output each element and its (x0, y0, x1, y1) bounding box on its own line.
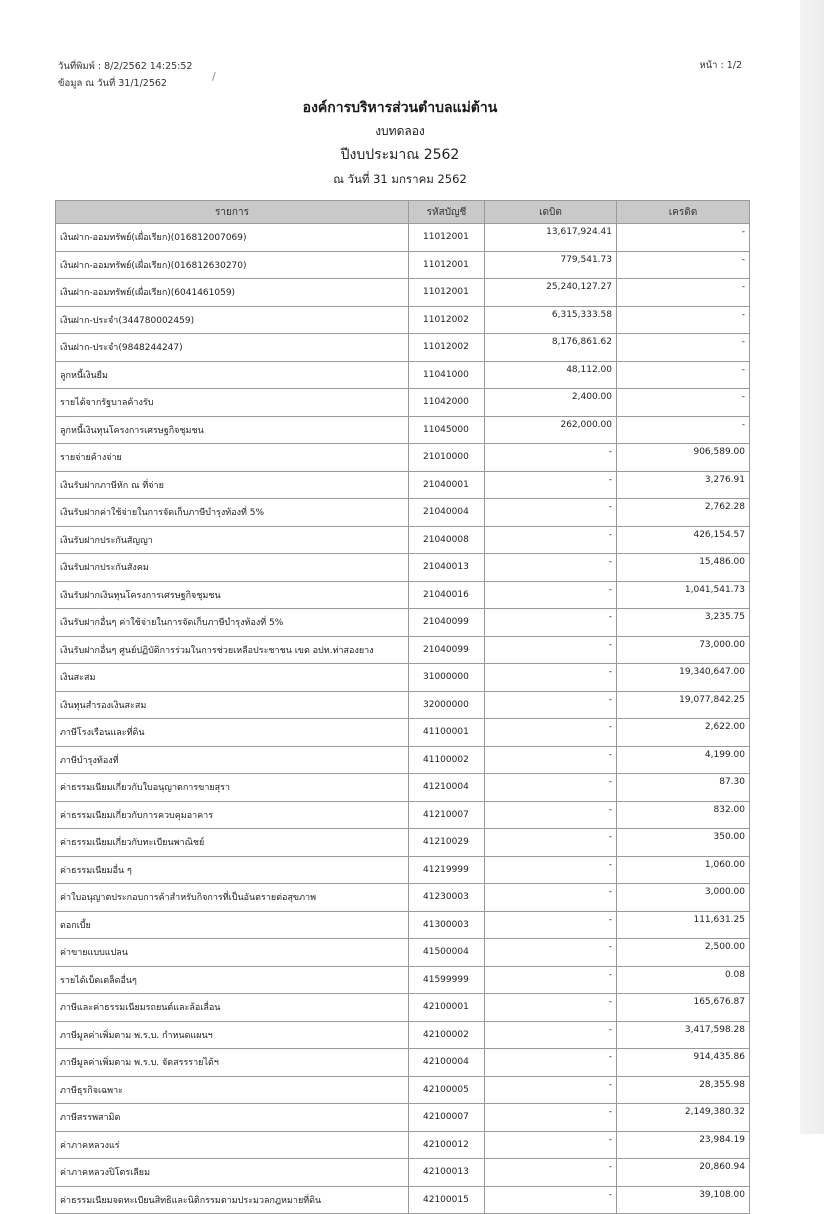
table-row (56, 389, 750, 417)
row-item: ค่าธรรมเนียมเกี่ยวกับใบอนุญาตการขายสุรา (56, 774, 409, 802)
row-debit: - (485, 499, 617, 527)
row-credit: 2,500.00 (617, 939, 750, 967)
row-code: 42100015 (409, 1186, 485, 1214)
row-code: 11042000 (409, 389, 485, 417)
data-date: ข้อมูล ณ วันที่ 31/1/2562 (58, 78, 167, 89)
row-credit: 906,589.00 (617, 444, 750, 472)
row-code: 41210029 (409, 829, 485, 857)
row-credit: 4,199.00 (617, 746, 750, 774)
row-item: ดอกเบี้ย (56, 911, 409, 939)
row-credit: 0.08 (617, 966, 750, 994)
row-debit: - (485, 691, 617, 719)
row-code: 21040004 (409, 499, 485, 527)
table-row (56, 1131, 750, 1159)
row-item: ภาษีโรงเรือนและที่ดิน (56, 719, 409, 747)
table-row (56, 416, 750, 444)
row-code: 21040099 (409, 609, 485, 637)
row-code: 31000000 (409, 664, 485, 692)
row-code: 42100004 (409, 1049, 485, 1077)
row-code: 41210007 (409, 801, 485, 829)
row-code: 11012001 (409, 251, 485, 279)
row-debit: 25,240,127.27 (485, 279, 617, 307)
row-code: 11012001 (409, 279, 485, 307)
table-row (56, 306, 750, 334)
row-code: 32000000 (409, 691, 485, 719)
row-credit: 165,676.87 (617, 994, 750, 1022)
row-credit: 426,154.57 (617, 526, 750, 554)
table-row (56, 774, 750, 802)
row-debit: - (485, 1076, 617, 1104)
as-of-date: ณ วันที่ 31 มกราคม 2562 (333, 172, 467, 186)
row-item: เงินฝาก-ออมทรัพย์(เผื่อเรียก)(016812007069) (56, 224, 409, 252)
row-item: เงินฝาก-ประจำ(9848244247) (56, 334, 409, 362)
row-item: ภาษีมูลค่าเพิ่มตาม พ.ร.บ. กำหนดแผนฯ (56, 1021, 409, 1049)
table-row (56, 334, 750, 362)
row-credit: 2,762.28 (617, 499, 750, 527)
row-debit: - (485, 609, 617, 637)
table-row (56, 994, 750, 1022)
table-row (56, 609, 750, 637)
row-code: 41210004 (409, 774, 485, 802)
row-credit: - (617, 416, 750, 444)
row-item: ภาษีธุรกิจเฉพาะ (56, 1076, 409, 1104)
table-row (56, 829, 750, 857)
row-credit: 19,340,647.00 (617, 664, 750, 692)
row-debit: 6,315,333.58 (485, 306, 617, 334)
table-row (56, 1186, 750, 1214)
table-row (56, 1159, 750, 1187)
table-row (56, 444, 750, 472)
row-code: 11012001 (409, 224, 485, 252)
row-credit: - (617, 224, 750, 252)
row-debit: - (485, 1159, 617, 1187)
row-credit: 28,355.98 (617, 1076, 750, 1104)
row-credit: 2,622.00 (617, 719, 750, 747)
row-credit: 20,860.94 (617, 1159, 750, 1187)
row-code: 21040008 (409, 526, 485, 554)
row-code: 42100007 (409, 1104, 485, 1132)
column-header-item: รายการ (56, 201, 409, 224)
row-item: ค่าธรรมเนียมอื่น ๆ (56, 856, 409, 884)
row-debit: - (485, 774, 617, 802)
row-code: 11041000 (409, 361, 485, 389)
row-item: เงินรับฝากค่าใช้จ่ายในการจัดเก็บภาษีบำรุงท้องที่ 5% (56, 499, 409, 527)
row-debit: - (485, 719, 617, 747)
row-item: เงินทุนสำรองเงินสะสม (56, 691, 409, 719)
row-credit: 2,149,380.32 (617, 1104, 750, 1132)
table-row (56, 554, 750, 582)
row-code: 21010000 (409, 444, 485, 472)
row-code: 21040016 (409, 581, 485, 609)
table-row (56, 361, 750, 389)
row-code: 41230003 (409, 884, 485, 912)
table-row (56, 1049, 750, 1077)
row-credit: 87.30 (617, 774, 750, 802)
row-debit: - (485, 856, 617, 884)
row-debit: - (485, 636, 617, 664)
row-credit: - (617, 389, 750, 417)
row-debit: - (485, 554, 617, 582)
report-titles (0, 96, 800, 190)
row-debit: - (485, 1104, 617, 1132)
row-item: ลูกหนี้เงินทุนโครงการเศรษฐกิจชุมชน (56, 416, 409, 444)
row-debit: - (485, 444, 617, 472)
row-debit: - (485, 801, 617, 829)
scan-edge (800, 0, 824, 1134)
row-code: 42100002 (409, 1021, 485, 1049)
row-code: 41100001 (409, 719, 485, 747)
row-debit: 13,617,924.41 (485, 224, 617, 252)
row-item: ภาษีสรรพสามิต (56, 1104, 409, 1132)
table-row (56, 1104, 750, 1132)
row-code: 21040013 (409, 554, 485, 582)
row-credit: 73,000.00 (617, 636, 750, 664)
row-item: เงินฝาก-ประจำ(344780002459) (56, 306, 409, 334)
row-item: รายได้จากรัฐบาลค้างรับ (56, 389, 409, 417)
table-row (56, 939, 750, 967)
row-item: เงินสะสม (56, 664, 409, 692)
row-credit: 111,631.25 (617, 911, 750, 939)
table-row (56, 719, 750, 747)
row-item: ค่าขายแบบแปลน (56, 939, 409, 967)
row-debit: - (485, 829, 617, 857)
row-debit: - (485, 939, 617, 967)
row-code: 42100013 (409, 1159, 485, 1187)
row-item: ค่าธรรมเนียมเกี่ยวกับการควบคุมอาคาร (56, 801, 409, 829)
row-credit: 15,486.00 (617, 554, 750, 582)
table-header-row (56, 201, 750, 224)
row-credit: 3,417,598.28 (617, 1021, 750, 1049)
table-row (56, 581, 750, 609)
fiscal-year: ปีงบประมาณ 2562 (340, 147, 460, 163)
row-code: 21040099 (409, 636, 485, 664)
row-item: เงินรับฝากเงินทุนโครงการเศรษฐกิจชุมชน (56, 581, 409, 609)
table-row (56, 251, 750, 279)
row-item: ลูกหนี้เงินยืม (56, 361, 409, 389)
print-date: วันที่พิมพ์ : 8/2/2562 14:25:52 (58, 61, 193, 72)
row-item: เงินรับฝากอื่นๆ ค่าใช้จ่ายในการจัดเก็บภาษีบำรุงท้องที่ 5% (56, 609, 409, 637)
row-item: เงินรับฝากประกันสังคม (56, 554, 409, 582)
row-item: ค่าภาคหลวงแร่ (56, 1131, 409, 1159)
column-header-debit: เดบิต (485, 201, 617, 224)
row-credit: 1,060.00 (617, 856, 750, 884)
row-credit: 23,984.19 (617, 1131, 750, 1159)
row-credit: 19,077,842.25 (617, 691, 750, 719)
row-debit: 48,112.00 (485, 361, 617, 389)
row-debit: 2,400.00 (485, 389, 617, 417)
row-code: 11045000 (409, 416, 485, 444)
column-header-credit: เครดิต (617, 201, 750, 224)
print-info (58, 58, 192, 92)
row-item: เงินรับฝากประกันสัญญา (56, 526, 409, 554)
row-debit: - (485, 994, 617, 1022)
table-row (56, 911, 750, 939)
table-row (56, 856, 750, 884)
row-debit: - (485, 1131, 617, 1159)
row-credit: - (617, 361, 750, 389)
table-body (56, 224, 750, 1214)
table-row (56, 499, 750, 527)
table-row (56, 691, 750, 719)
row-credit: - (617, 279, 750, 307)
row-item: เงินฝาก-ออมทรัพย์(เผื่อเรียก)(6041461059) (56, 279, 409, 307)
table-row (56, 526, 750, 554)
row-credit: 832.00 (617, 801, 750, 829)
row-code: 41219999 (409, 856, 485, 884)
row-debit: - (485, 526, 617, 554)
row-credit: - (617, 334, 750, 362)
row-debit: - (485, 1186, 617, 1214)
row-code: 21040001 (409, 471, 485, 499)
row-debit: - (485, 884, 617, 912)
row-debit: - (485, 664, 617, 692)
table-row (56, 746, 750, 774)
report-name: งบทดลอง (375, 124, 425, 138)
row-debit: - (485, 746, 617, 774)
row-item: เงินรับฝากอื่นๆ ศูนย์ปฏิบัติการร่วมในการช่วยเหลือประชาชน เขต อปท.ท่าสองยาง (56, 636, 409, 664)
table-row (56, 966, 750, 994)
row-credit: - (617, 251, 750, 279)
row-debit: - (485, 1021, 617, 1049)
row-credit: 350.00 (617, 829, 750, 857)
row-item: รายได้เบ็ดเตล็ดอื่นๆ (56, 966, 409, 994)
row-code: 41100002 (409, 746, 485, 774)
table-row (56, 636, 750, 664)
pen-mark: / (212, 70, 216, 83)
row-item: เงินฝาก-ออมทรัพย์(เผื่อเรียก)(016812630270) (56, 251, 409, 279)
row-code: 41599999 (409, 966, 485, 994)
trial-balance-table (55, 200, 750, 1214)
row-code: 42100012 (409, 1131, 485, 1159)
row-item: ภาษีและค่าธรรมเนียมรถยนต์และล้อเลื่อน (56, 994, 409, 1022)
row-debit: - (485, 581, 617, 609)
org-title: องค์การบริหารส่วนตำบลแม่ต้าน (302, 100, 498, 116)
page-number: หน้า : 1/2 (699, 60, 742, 71)
table-row (56, 279, 750, 307)
row-item: ค่าภาคหลวงปิโตรเลียม (56, 1159, 409, 1187)
row-credit: 39,108.00 (617, 1186, 750, 1214)
row-credit: - (617, 306, 750, 334)
row-item: ค่าธรรมเนียมเกี่ยวกับทะเบียนพาณิชย์ (56, 829, 409, 857)
table-row (56, 471, 750, 499)
column-header-code: รหัสบัญชี (409, 201, 485, 224)
row-item: ค่าธรรมเนียมจดทะเบียนสิทธิและนิติกรรมตามประมวลกฎหมายที่ดิน (56, 1186, 409, 1214)
row-debit: - (485, 1049, 617, 1077)
row-item: เงินรับฝากภาษีหัก ณ ที่จ่าย (56, 471, 409, 499)
row-item: ภาษีบำรุงท้องที่ (56, 746, 409, 774)
table-row (56, 1021, 750, 1049)
row-item: ค่าใบอนุญาตประกอบการค้าสำหรับกิจการที่เป็นอันตรายต่อสุขภาพ (56, 884, 409, 912)
row-code: 42100005 (409, 1076, 485, 1104)
row-credit: 3,000.00 (617, 884, 750, 912)
table-row (56, 884, 750, 912)
row-debit: 8,176,861.62 (485, 334, 617, 362)
row-debit: - (485, 471, 617, 499)
row-item: ภาษีมูลค่าเพิ่มตาม พ.ร.บ. จัดสรรรายได้ฯ (56, 1049, 409, 1077)
row-code: 11012002 (409, 306, 485, 334)
row-debit: 262,000.00 (485, 416, 617, 444)
table-row (56, 801, 750, 829)
row-credit: 914,435.86 (617, 1049, 750, 1077)
table-row (56, 664, 750, 692)
row-debit: - (485, 966, 617, 994)
row-code: 42100001 (409, 994, 485, 1022)
row-code: 41300003 (409, 911, 485, 939)
table-row (56, 1076, 750, 1104)
row-code: 11012002 (409, 334, 485, 362)
row-credit: 1,041,541.73 (617, 581, 750, 609)
table-row (56, 224, 750, 252)
row-credit: 3,276.91 (617, 471, 750, 499)
row-debit: - (485, 911, 617, 939)
row-item: รายจ่ายค้างจ่าย (56, 444, 409, 472)
row-credit: 3,235.75 (617, 609, 750, 637)
row-code: 41500004 (409, 939, 485, 967)
row-debit: 779,541.73 (485, 251, 617, 279)
